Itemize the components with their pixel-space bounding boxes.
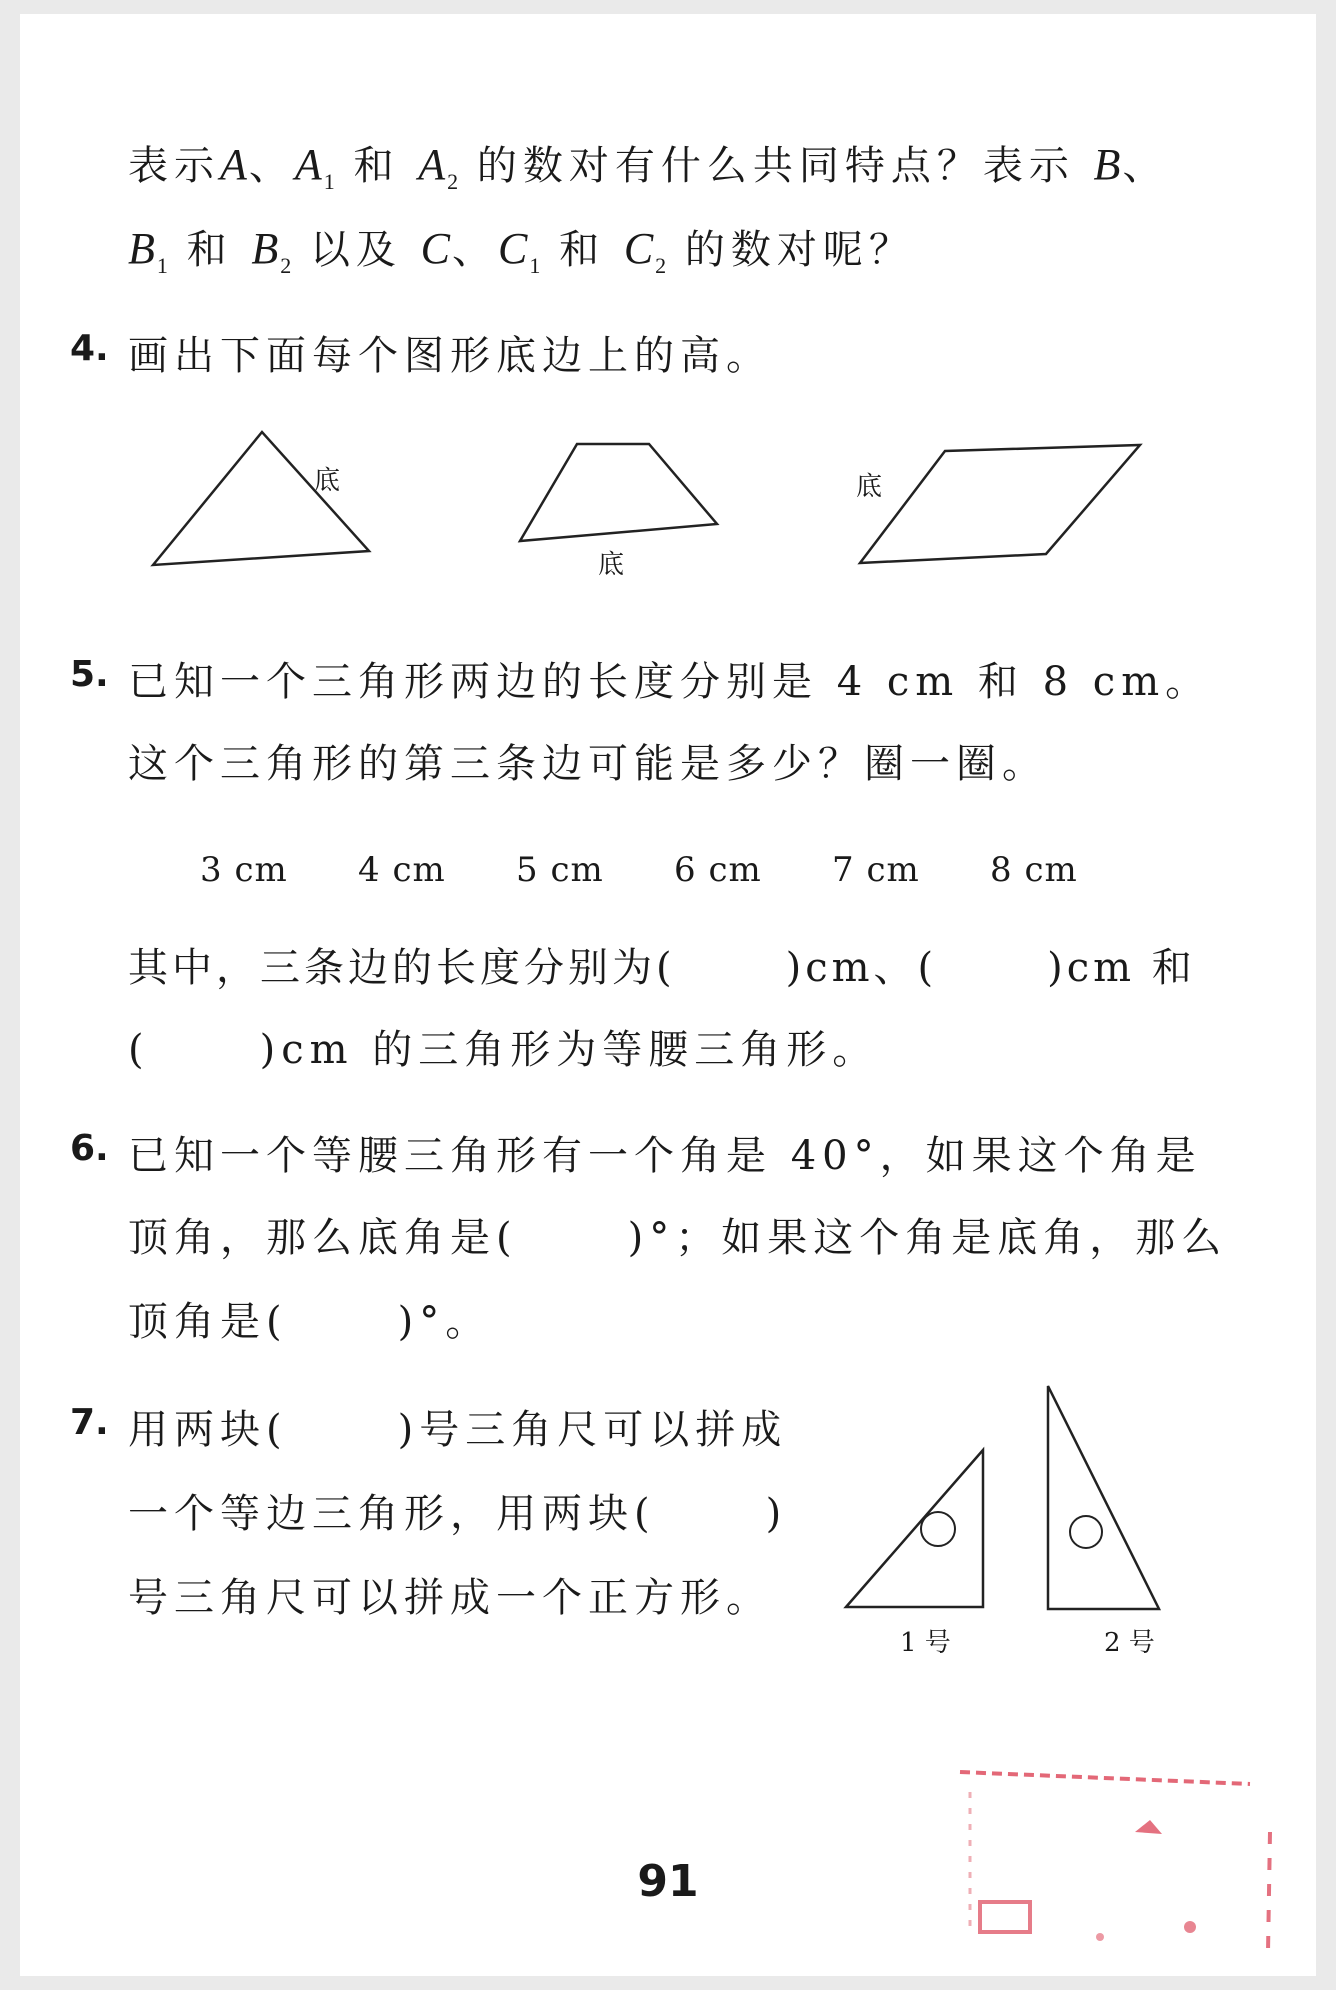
set-square-2-hole [1070, 1516, 1102, 1548]
text: 表示 [128, 143, 220, 189]
question-5-fill-2: ( )cm 的三角形为等腰三角形。 [128, 1027, 879, 1073]
option-5cm[interactable]: 5 cm [516, 850, 604, 890]
point-a1: $A_1$ [294, 140, 335, 194]
text: 、 [452, 227, 499, 273]
question-5-line-2: 这个三角形的第三条边可能是多少？圈一圈。 [128, 741, 1048, 787]
question-4-number: 4. [70, 328, 109, 369]
option-6cm[interactable]: 6 cm [674, 850, 762, 890]
question-7-line-2: 一个等边三角形，用两块( ) [128, 1491, 788, 1537]
workbook-page [20, 14, 1316, 1976]
question-6-line-3: 顶角是( )°。 [128, 1299, 492, 1345]
set-square-1-hole [921, 1512, 955, 1546]
question-7-number: 7. [70, 1402, 109, 1443]
question-5-line-1: 已知一个三角形两边的长度分别是 4 cm 和 8 cm。 [128, 659, 1212, 705]
trapezoid-figure [520, 444, 717, 541]
triangle-base-label: 底 [314, 466, 341, 496]
parallelogram-figure [860, 445, 1140, 563]
option-7cm[interactable]: 7 cm [832, 850, 920, 890]
point-b2: $B_2$ [251, 224, 292, 278]
set-square-2-label: 2 号 [1104, 1628, 1155, 1658]
page-number: 91 [637, 1856, 699, 1907]
text: 的数对呢？ [684, 227, 915, 273]
question-6-line-2: 顶角，那么底角是( )°；如果这个角是底角，那么 [128, 1215, 1228, 1261]
option-8cm[interactable]: 8 cm [990, 850, 1078, 890]
point-c2: $C_2$ [623, 224, 667, 278]
question-7-line-1: 用两块( )号三角尺可以拼成 [128, 1407, 788, 1453]
text: 、 [248, 143, 295, 189]
text: 以及 [309, 227, 402, 273]
question-4-text: 画出下面每个图形底边上的高。 [128, 333, 772, 379]
point-c: C [420, 224, 453, 273]
point-a2: $A_2$ [418, 140, 459, 194]
text: 和 [186, 227, 233, 273]
point-a: A [220, 140, 249, 189]
set-square-1 [846, 1450, 983, 1607]
set-square-1-label: 1 号 [900, 1628, 951, 1658]
triangle-figure [153, 432, 369, 565]
stamp-mark-icon [950, 1732, 1310, 1972]
text: 的数对有什么共同特点？表示 [476, 143, 1075, 189]
question-5-fill-1: 其中，三条边的长度分别为( )cm、( )cm 和 [128, 945, 1196, 991]
option-3cm[interactable]: 3 cm [200, 850, 288, 890]
text: 、 [1122, 143, 1169, 189]
text: 和 [559, 227, 606, 273]
text: 和 [353, 143, 400, 189]
option-4cm[interactable]: 4 cm [358, 850, 446, 890]
question-7-line-3: 号三角尺可以拼成一个正方形。 [128, 1575, 772, 1621]
parallelogram-base-label: 底 [856, 472, 883, 502]
point-b1: $B_1$ [128, 224, 168, 278]
question-5-number: 5. [70, 654, 109, 695]
trapezoid-base-label: 底 [598, 550, 625, 580]
geometry-figures [20, 14, 1316, 1976]
question-6-line-1: 已知一个等腰三角形有一个角是 40°，如果这个角是 [128, 1133, 1202, 1179]
question-6-number: 6. [70, 1128, 109, 1169]
point-c1: $C_1$ [498, 224, 541, 278]
point-b: B [1093, 140, 1123, 189]
set-square-2 [1048, 1386, 1159, 1609]
